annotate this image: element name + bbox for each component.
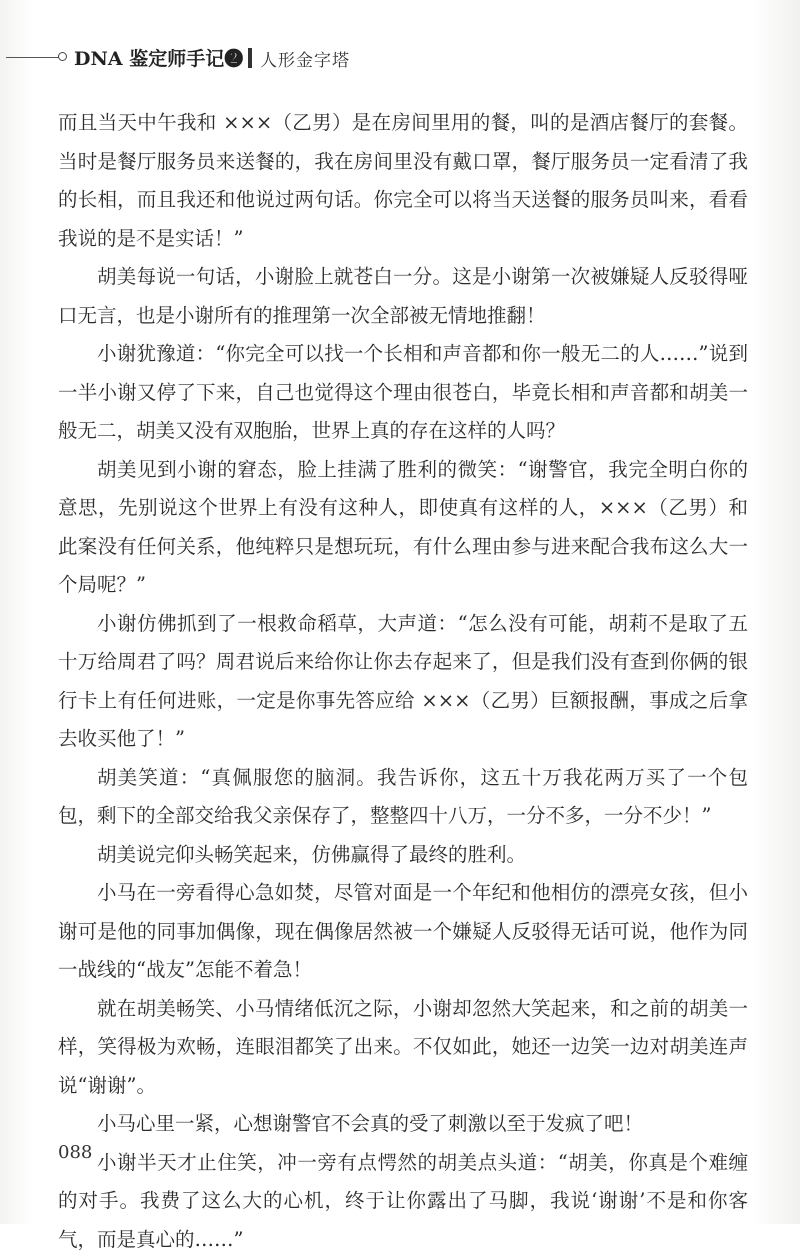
paragraph: 而且当天中午我和 ×××（乙男）是在房间里用的餐，叫的是酒店餐厅的套餐。当时是餐厅服务员来送餐的，我在房间里没有戴口罩，餐厅服务员一定看清了我的长相，而且我还和他说过两句话。你完全可以将当天送餐的服务员叫来，看看我说的是不是实话！” [58,104,748,258]
paragraph: 就在胡美畅笑、小马情绪低沉之际，小谢却忽然大笑起来，和之前的胡美一样，笑得极为欢畅，连眼泪都笑了出来。不仅如此，她还一边笑一边对胡美连声说“谢谢”。 [58,990,748,1106]
body-text [58,104,748,1259]
running-header [0,38,800,78]
paragraph: 小谢仿佛抓到了一根救命稻草，大声道：“怎么没有可能，胡莉不是取了五十万给周君了吗？周君说后来给你让你去存起来了，但是我们没有查到你俩的银行卡上有任何进账，一定是你事先答应给 ×××（乙男）巨额报酬，事成之后拿去收买他了！” [58,605,748,759]
paragraph: 小谢半天才止住笑，冲一旁有点愕然的胡美点头道：“胡美，你真是个难缠的对手。我费了这么大的心机，终于让你露出了马脚，我说‘谢谢’不是和你客气，而是真心的……” [58,1144,748,1259]
paragraph: 小谢犹豫道：“你完全可以找一个长相和声音都和你一般无二的人……”说到一半小谢又停了下来，自己也觉得这个理由很苍白，毕竟长相和声音都和胡美一般无二，胡美又没有双胞胎，世界上真的存在这样的人吗？ [58,335,748,451]
book-subtitle: 人形金字塔 [260,46,350,71]
paragraph: 小马在一旁看得心急如焚，尽管对面是一个年纪和他相仿的漂亮女孩，但小谢可是他的同事加偶像，现在偶像居然被一个嫌疑人反驳得无话可说，他作为同一战线的“战友”怎能不着急！ [58,874,748,990]
paragraph: 胡美见到小谢的窘态，脸上挂满了胜利的微笑：“谢警官，我完全明白你的意思，先别说这个世界上有没有这种人，即使真有这样的人，×××（乙男）和此案没有任何关系，他纯粹只是想玩玩，有什么理由参与进来配合我布这么大一个局呢？” [58,451,748,605]
series-title: DNA 鉴定师手记❷ [74,44,243,71]
paragraph: 胡美笑道：“真佩服您的脑洞。我告诉你，这五十万我花两万买了一个包包，剩下的全部交给我父亲保存了，整整四十八万，一分不多，一分不少！” [58,759,748,836]
header-rule [6,57,60,58]
header-circle-icon [58,52,67,61]
header-separator [248,48,252,68]
paragraph: 小马心里一紧，心想谢警官不会真的受了刺激以至于发疯了吧！ [58,1105,748,1144]
paragraph: 胡美每说一句话，小谢脸上就苍白一分。这是小谢第一次被嫌疑人反驳得哑口无言，也是小谢所有的推理第一次全部被无情地推翻！ [58,258,748,335]
paragraph: 胡美说完仰头畅笑起来，仿佛赢得了最终的胜利。 [58,836,748,875]
page-number: 088 [58,1142,92,1163]
